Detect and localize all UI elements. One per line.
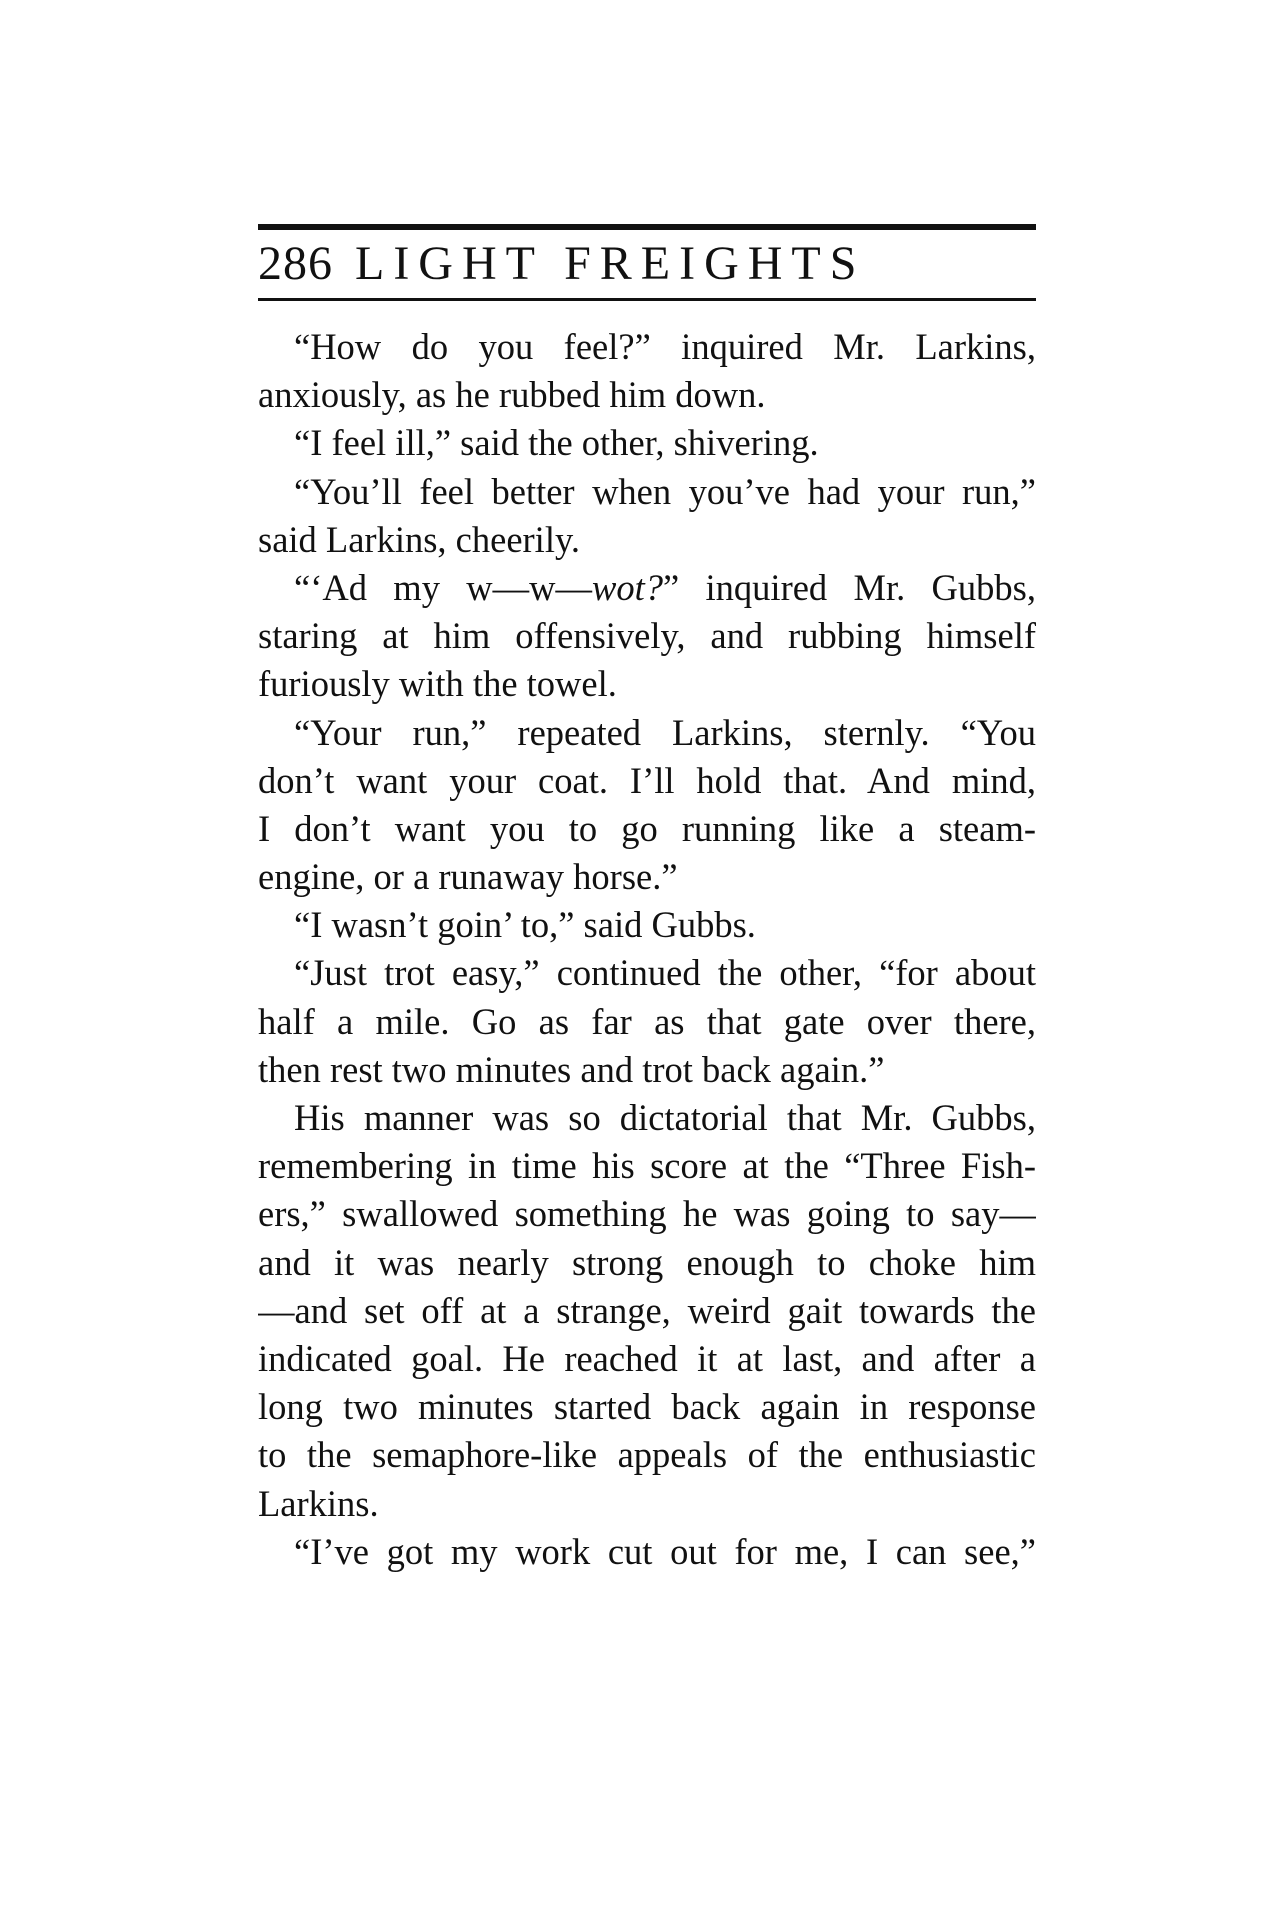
text-line: [258, 564, 1036, 612]
text-line: Larkins.: [258, 1482, 379, 1524]
text-line: half a mile. Go as far as that gate over there,: [258, 1000, 1036, 1042]
text-line: remembering in time his score at the “Three Fish-: [258, 1145, 1036, 1187]
text-segment: “‘Ad my w—w—: [294, 566, 592, 608]
text-line: “Your run,” repeated Larkins, sternly. “You: [294, 711, 1036, 753]
running-head: [258, 236, 1036, 292]
italic-word: wot?: [592, 566, 663, 608]
text-line: “You’ll feel better when you’ve had your run,”: [294, 470, 1036, 512]
text-line: to the semaphore-like appeals of the enthusiastic: [258, 1434, 1036, 1476]
text-line: staring at him offensively, and rubbing himself: [258, 615, 1036, 657]
text-line: “How do you feel?” inquired Mr. Larkins,: [294, 326, 1036, 367]
text-line: said Larkins, cheerily.: [258, 518, 580, 560]
book-title: LIGHT FREIGHTS: [355, 237, 866, 290]
header-rule-bottom: [258, 298, 1036, 301]
body-text: [258, 323, 1036, 1576]
text-segment: ” inquired Mr. Gubbs,: [663, 566, 1036, 608]
text-line: I don’t want you to go running like a steam-: [258, 807, 1036, 849]
text-line: don’t want your coat. I’ll hold that. And mind,: [258, 759, 1036, 801]
text-line: and it was nearly strong enough to choke him: [258, 1241, 1036, 1283]
text-line: “I’ve got my work cut out for me, I can see,”: [294, 1530, 1036, 1572]
text-line: anxiously, as he rubbed him down.: [258, 374, 766, 416]
text-line: ers,” swallowed something he was going to say—: [258, 1193, 1036, 1235]
header-rule-top: [258, 224, 1036, 230]
text-line: “Just trot easy,” continued the other, “for about: [294, 952, 1036, 994]
text-line: His manner was so dictatorial that Mr. Gubbs,: [294, 1097, 1036, 1138]
text-line: —and set off at a strange, weird gait towards the: [258, 1289, 1036, 1331]
text-line: “I feel ill,” said the other, shivering.: [294, 422, 819, 464]
text-line: long two minutes started back again in response: [258, 1386, 1036, 1428]
text-line: then rest two minutes and trot back again.”: [258, 1048, 885, 1090]
text-line: “I wasn’t goin’ to,” said Gubbs.: [294, 904, 756, 946]
page-number: 286: [258, 237, 333, 290]
text-line: indicated goal. He reached it at last, and after a: [258, 1337, 1036, 1379]
text-line: engine, or a runaway horse.”: [258, 856, 678, 898]
text-line: furiously with the towel.: [258, 663, 617, 705]
